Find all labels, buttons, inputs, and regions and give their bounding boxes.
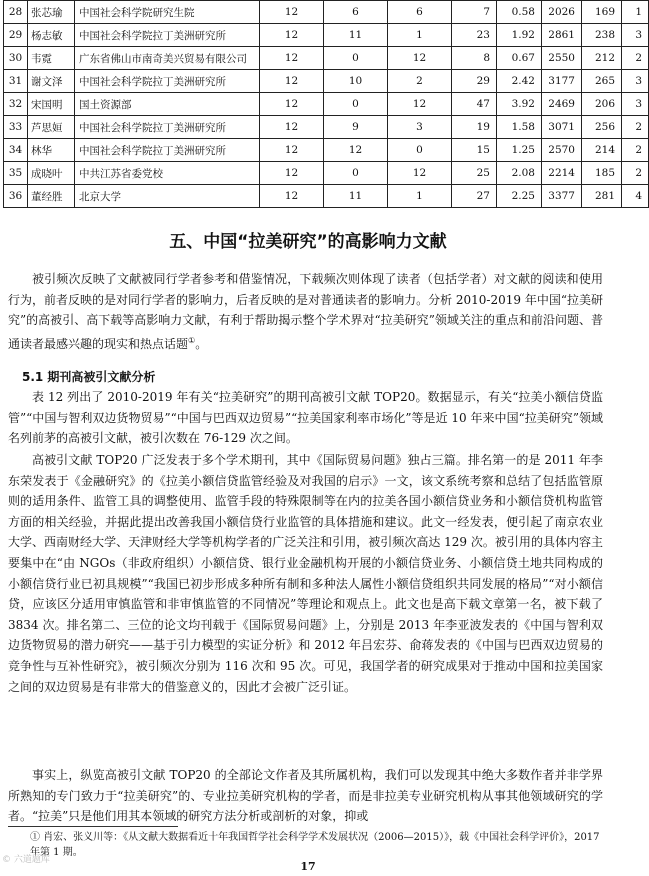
cell-c5: 3.92	[497, 93, 542, 116]
cell-c1: 12	[260, 93, 324, 116]
cell-rank: 34	[4, 139, 28, 162]
cell-rank: 30	[4, 47, 28, 70]
cell-c8: 2	[622, 162, 649, 185]
cell-c1: 12	[260, 1, 324, 24]
cell-c5: 1.25	[497, 139, 542, 162]
cell-c2: 12	[324, 139, 388, 162]
cell-c1: 12	[260, 70, 324, 93]
cell-name: 林华	[28, 139, 75, 162]
page-number: 17	[300, 860, 316, 873]
cell-inst: 中国社会科学院研究生院	[75, 1, 260, 24]
cell-c5: 1.92	[497, 24, 542, 47]
subsection-title: 5.1 期刊高被引文献分析	[22, 370, 156, 384]
cell-c4: 29	[452, 70, 497, 93]
cell-c3: 1	[388, 24, 452, 47]
cell-c2: 9	[324, 116, 388, 139]
section-title: 五、中国“拉美研究”的高影响力文献	[169, 232, 447, 252]
footnote: ① 肖宏、张义川等：《从文献大数据看近十年我国哲学社会科学学术发展状况（2006—2015）》，载《中国社会科学评价》，2017 年第 1 期。	[30, 832, 600, 858]
cell-c6: 2570	[542, 139, 582, 162]
cell-c2: 10	[324, 70, 388, 93]
cell-c2: 11	[324, 185, 388, 208]
table-row	[4, 162, 649, 185]
cell-rank: 28	[4, 1, 28, 24]
cell-c1: 12	[260, 185, 324, 208]
cell-c1: 12	[260, 24, 324, 47]
cell-c6: 2214	[542, 162, 582, 185]
cell-c2: 0	[324, 93, 388, 116]
table-row	[4, 116, 649, 139]
cell-c3: 2	[388, 70, 452, 93]
cell-inst: 中国社会科学院拉丁美洲研究所	[75, 24, 260, 47]
cell-inst: 国土资源部	[75, 93, 260, 116]
cell-c1: 12	[260, 116, 324, 139]
cell-c5: 2.08	[497, 162, 542, 185]
cell-c8: 4	[622, 185, 649, 208]
cell-c4: 25	[452, 162, 497, 185]
cell-c5: 1.58	[497, 116, 542, 139]
cell-c8: 2	[622, 116, 649, 139]
cell-c7: 238	[582, 24, 622, 47]
cell-c6: 3071	[542, 116, 582, 139]
cell-c5: 2.25	[497, 185, 542, 208]
cell-inst: 中共江苏省委党校	[75, 162, 260, 185]
cell-inst: 中国社会科学院拉丁美洲研究所	[75, 139, 260, 162]
cell-c6: 2550	[542, 47, 582, 70]
cell-c8: 1	[622, 1, 649, 24]
cell-name: 宋国明	[28, 93, 75, 116]
cell-rank: 35	[4, 162, 28, 185]
cell-inst: 中国社会科学院拉丁美洲研究所	[75, 116, 260, 139]
cell-c4: 8	[452, 47, 497, 70]
cell-name: 张芯瑜	[28, 1, 75, 24]
cell-rank: 29	[4, 24, 28, 47]
cell-c4: 15	[452, 139, 497, 162]
cell-c1: 12	[260, 139, 324, 162]
cell-c3: 12	[388, 162, 452, 185]
cell-c8: 3	[622, 70, 649, 93]
cell-name: 芦思姮	[28, 116, 75, 139]
table-row	[4, 93, 649, 116]
watermark: © 六道题库	[2, 855, 50, 865]
cell-c6: 2861	[542, 24, 582, 47]
table-row	[4, 70, 649, 93]
intro-text: 被引频次反映了文献被同行学者参考和借鉴情况，下载频次则体现了读者（包括学者）对文献的阅读和使用行为，前者反映的是对同行学者的影响力，后者反映的是对普通读者的影响力。分析 2010-2019 年中国“拉美研究”的高被引、高下载等高影响力文献，有利于帮助揭示整个学术界对“拉美研究”领域关注的重点和前沿问题、普通读者最感兴趣的现实和热点话题	[8, 272, 603, 351]
cell-c4: 19	[452, 116, 497, 139]
cell-c3: 1	[388, 185, 452, 208]
cell-c6: 2026	[542, 1, 582, 24]
table-row	[4, 1, 649, 24]
cell-inst: 北京大学	[75, 185, 260, 208]
table-row	[4, 47, 649, 70]
cell-c7: 265	[582, 70, 622, 93]
cell-rank: 33	[4, 116, 28, 139]
cell-c7: 212	[582, 47, 622, 70]
cell-c8: 3	[622, 93, 649, 116]
cell-c6: 2469	[542, 93, 582, 116]
cell-c5: 2.42	[497, 70, 542, 93]
cell-c6: 3377	[542, 185, 582, 208]
cell-c4: 27	[452, 185, 497, 208]
author-ranking-table	[3, 0, 649, 208]
table-row	[4, 24, 649, 47]
cell-c1: 12	[260, 47, 324, 70]
intro-paragraph: 被引频次反映了文献被同行学者参考和借鉴情况，下载频次则体现了读者（包括学者）对文献的阅读和使用行为，前者反映的是对同行学者的影响力，后者反映的是对普通读者的影响力。分析 2010-2019 年中国“拉美研究”的高被引、高下载等高影响力文献，有利于帮助揭示整个学术界对“拉美研究”领域关注的重点和前沿问题、普通读者最感兴趣的现实和热点话题①。	[8, 272, 603, 351]
cell-c5: 0.58	[497, 1, 542, 24]
cell-c3: 12	[388, 47, 452, 70]
cell-rank: 31	[4, 70, 28, 93]
paragraph-authors: 事实上，纵览高被引文献 TOP20 的全部论文作者及其所属机构，我们可以发现其中绝大多数作者并非学界所熟知的专门致力于“拉美研究”的、专业拉美研究机构的学者，而是非拉美专业研究机构从事其他领域研究的学者。“拉美”只是他们用其本领域的研究方法分析或剖析的对象，抑或	[8, 768, 603, 824]
cell-c8: 3	[622, 24, 649, 47]
cell-name: 杨志敏	[28, 24, 75, 47]
cell-c7: 256	[582, 116, 622, 139]
cell-c2: 6	[324, 1, 388, 24]
cell-c2: 0	[324, 162, 388, 185]
cell-c2: 0	[324, 47, 388, 70]
cell-c4: 23	[452, 24, 497, 47]
cell-name: 董经胜	[28, 185, 75, 208]
cell-inst: 广东省佛山市南奇美兴贸易有限公司	[75, 47, 260, 70]
cell-c2: 11	[324, 24, 388, 47]
footnote-marker: ①	[188, 335, 196, 345]
cell-c3: 3	[388, 116, 452, 139]
footnote-divider	[8, 826, 178, 827]
cell-c7: 281	[582, 185, 622, 208]
cell-c7: 185	[582, 162, 622, 185]
cell-c4: 7	[452, 1, 497, 24]
cell-name: 韦霓	[28, 47, 75, 70]
table-row	[4, 139, 649, 162]
table-row	[4, 185, 649, 208]
cell-c8: 2	[622, 47, 649, 70]
cell-c1: 12	[260, 162, 324, 185]
cell-c7: 169	[582, 1, 622, 24]
cell-rank: 32	[4, 93, 28, 116]
cell-c7: 206	[582, 93, 622, 116]
cell-name: 谢文泽	[28, 70, 75, 93]
cell-c7: 214	[582, 139, 622, 162]
cell-c4: 47	[452, 93, 497, 116]
cell-c6: 3177	[542, 70, 582, 93]
paragraph-top20-summary: 表 12 列出了 2010-2019 年有关“拉美研究”的期刊高被引文献 TOP20。数据显示，有关“拉美小额信贷监管”“中国与智利双边货物贸易”“中国与巴西双边贸易”“拉美国家利率市场化”等是近 10 年来中国“拉美研究”领域名列前茅的高被引文献，被引次数在 76-129 次之间。	[8, 390, 603, 446]
cell-c3: 0	[388, 139, 452, 162]
cell-rank: 36	[4, 185, 28, 208]
cell-c3: 6	[388, 1, 452, 24]
cell-c5: 0.67	[497, 47, 542, 70]
cell-c8: 2	[622, 139, 649, 162]
paragraph-top20-detail: 高被引文献 TOP20 广泛发表于多个学术期刊，其中《国际贸易问题》独占三篇。排名第一的是 2011 年李东荣发表于《金融研究》的《拉美小额信贷监管经验及对我国的启示》一文，该文系统考察和总结了包括监管原则的适用条件、监管工具的调整使用、监管手段的特殊限制等在内的拉美各国小额信贷业务和小额信贷机构监管方面的相关经验，并据此提出改善我国小额信贷行业监管的具体措施和建议。此文一经发表，便引起了南京农业大学、西南财经大学、天津财经大学等机构学者的广泛关注和引用，被引频次高达 129 次。被引用的具体内容主要集中在“由 NGOs（非政府组织）小额信贷、银行业金融机构开展的小额信贷业务、小额信贷土地共同构成的小额信贷行业已初具规模”“我国已初步形成多种所有制和多种法人属性小额信贷组织共同发展的格局”“对小额信贷，应该区分适用审慎监管和非审慎监管的不同情况”等理论和观点上。此文也是高下载文章第一名，被下载了 3834 次。排名第二、三位的论文均刊载于《国际贸易问题》上，分别是 2013 年李亚波发表的《中国与智利双边货物贸易的潜力研究——基于引力模型的实证分析》和 2012 年吕宏芬、俞蒋发表的《中国与巴西双边贸易的竞争性与互补性研究》，被引频次分别为 116 次和 95 次。可见，我国学者的研究成果对于推动中国和拉美国家之间的双边贸易是有非常大的借鉴意义的，因此才会被广泛引证。	[8, 453, 603, 694]
cell-name: 成晓叶	[28, 162, 75, 185]
cell-inst: 中国社会科学院拉丁美洲研究所	[75, 70, 260, 93]
cell-c3: 12	[388, 93, 452, 116]
